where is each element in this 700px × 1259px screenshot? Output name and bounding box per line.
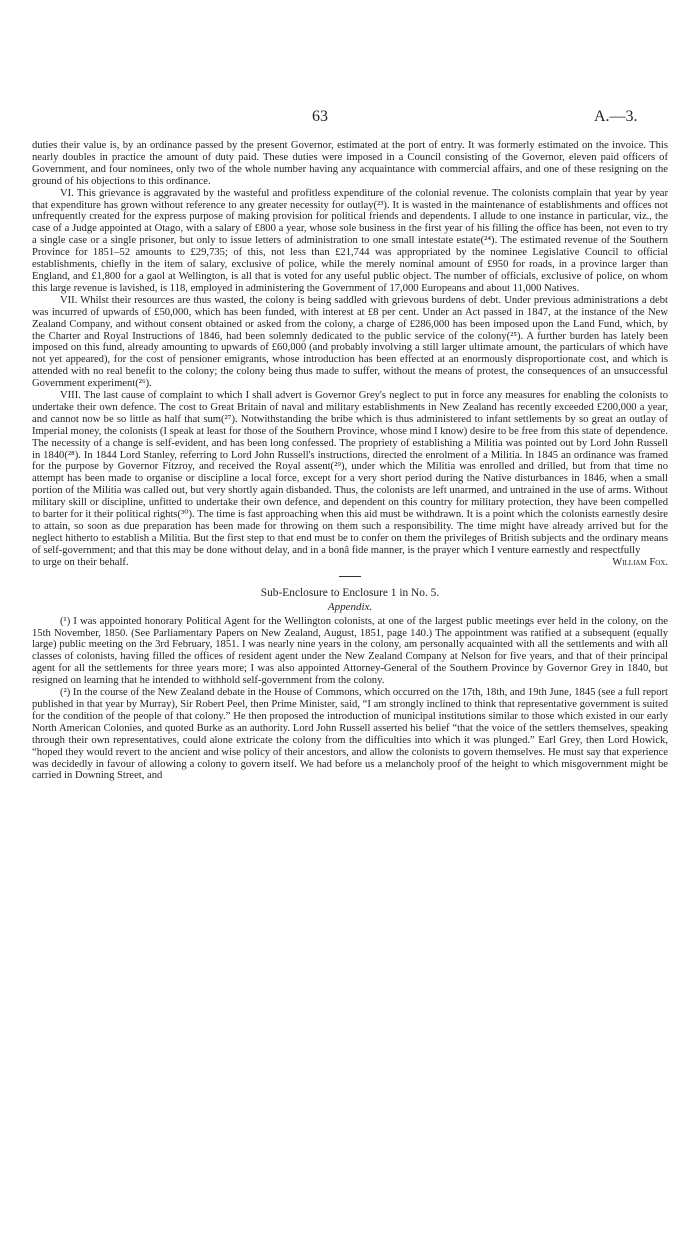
paragraph-duties: duties their value is, by an ordinance passed by the present Governor, estimated at the port of entry. It was formerly estimated on the invoice. This nearly doubles in practice the amount of duty paid. These duties were imposed in a Council consisting of the Governor, eleven paid officers of Government, and four nominees, only two of the whole number having any acquaintance with commercial affairs, and one of these resigning on the ground of his objections to this ordinance. <box>32 140 668 187</box>
page-number: 63 <box>312 108 328 125</box>
paragraph-vi: VI. This grievance is aggravated by the wasteful and profitless expenditure of the colonial revenue. The colonists complain that year by year that expenditure has grown without reference to any greater necessity for outlay(²³). It is wasted in the maintenance of establishments and offices not unfrequently created for the express purpose of making provision for political friends and dependents. I allude to one instance in particular, viz., the case of a Judge appointed at Otago, with a salary of £800 a year, whose sole business in the first year of his filling the office has been, not even to try a single case or a single prisoner, but only to issue letters of administration to one small intestate estate(²⁴). The estimated revenue of the Southern Province for 1851–52 amounts to £29,735; of this, not less than £21,744 was appropriated by the nominee Legislative Council to official establishments, chiefly in the item of salary, exclusive of police, while the merely nominal amount of £950 for roads, in a province larger than England, and £1,800 for a gaol at Wellington, is all that is voted for any useful public object. The number of officials, exclusive of police, on whom this large revenue is lavished, is 118, employed in administering the Government of 17,000 Europeans and about 11,000 Natives. <box>32 187 668 294</box>
paragraph-vii: VII. Whilst their resources are thus wasted, the colony is being saddled with grievous burdens of debt. Under previous administrations a debt was incurred of upwards of £50,000, which has been funded, with interest at £8 per cent. Under an Act passed in 1847, at the instance of the New Zealand Company, and without consent obtained or asked from the colony, a charge of £286,000 has been imposed upon the Land Fund, which, by the Charter and Royal Instructions of 1846, had been solemnly dedicated to the public service of the colony(²⁵). A further burden has lately been imposed on this fund, already amounting to upwards of £60,000 (and probably involving a still larger ultimate amount, the particulars of which have not yet appeared), for the cost of pensioner emigrants, whose introduction has been effected at an enormously disproportionate cost, and which is attended with no real benefit to the colony; the colony being thus made to suffer, without the means of protest, the consequences of an unsuccessful Government experiment(²⁶). <box>32 294 668 390</box>
closing-text: to urge on their behalf. <box>32 556 129 568</box>
closing-line <box>32 557 668 569</box>
page-header <box>0 108 700 138</box>
appendix-note-2: (²) In the course of the New Zealand debate in the House of Commons, which occurred on the 17th, 18th, and 19th June, 1845 (see a full report published in that year by Murray), Sir Robert Peel, then Prime Minister, said, “I am strongly inclined to think that representative government is suited for the condition of the people of that colony.” He then proposed the introduction of municipal institutions similar to those which existed in our early North American Colonies, and quoted Burke as an authority. Lord John Russell asserted his belief “that the voice of the settlers themselves, speaking through their own representatives, could alone extricate the colony from the difficulties into which it was plunged.” Earl Grey, then Lord Howick, “hoped they would revert to the ancient and wise policy of their ancestors, and allow the colonists to govern themselves. He must say that experience was decidedly in favour of allowing a colony to govern itself. We had before us a melancholy proof of the height to which misgovernment might be carried in Downing Street, and <box>32 687 668 782</box>
signature: William Fox. <box>612 556 668 568</box>
appendix-label: Appendix. <box>327 600 373 613</box>
sub-enclosure-title: Sub-Enclosure to Enclosure 1 in No. 5. <box>260 586 440 599</box>
document-body <box>32 140 668 782</box>
paragraph-viii: VIII. The last cause of complaint to which I shall advert is Governor Grey's neglect to put in force any measures for enabling the colonists to undertake their own defence. The cost to Great Britain of naval and military establishments in New Zealand has recently exceeded £200,000 a year, and cannot now be so little as half that sum(²⁷). Notwithstanding the bribe which is thus administered to infant settlements by so great an outlay of Imperial money, the colonists (I speak at least for those of the Southern Province, whose mind I know) desire to be free from this state of dependence. The necessity of a change is self-evident, and has been long confessed. The propriety of establishing a Militia was pointed out by Lord John Russell in 1840(²⁸). In 1844 Lord Stanley, referring to Lord John Russell's instructions, directed the enrolment of a Militia. In 1845 an ordinance was framed for the purpose by Governor Fitzroy, and received the Royal assent(²⁹), under which the Militia was enrolled and drilled, but from that time no attempt has been made to organise or discipline a local force, except for a very short period during the Native disturbances in 1846, when a small portion of the Militia was called out, but very shortly again disbanded. Thus, the colonists are left unarmed, and untrained in the use of arms. Without military skill or discipline, unfitted to undertake their own defence, and dependent on this country for military protection, they have been compelled to barter for it their political rights(³⁰). The time is fast approaching when this aid must be withdrawn. It is a point which the colonists earnestly desire to attain, so soon as due preparation has been made for throwing on them such a responsibility. The time might have already arrived but for the neglect hitherto to establish a Militia. But the first step to that end must be to confer on them the privileges of British subjects and the ordinary means of self-government; and that this may be done without delay, and in a bonâ fide manner, is the prayer which I venture earnestly and respectfully <box>32 390 668 556</box>
section-divider <box>339 576 361 577</box>
document-reference: A.—3. <box>594 108 638 125</box>
appendix-note-1: (¹) I was appointed honorary Political Agent for the Wellington colonists, at one of the largest public meetings ever held in the colony, on the 15th November, 1850. (See Parliamentary Papers on New Zealand, August, 1851, page 140.) The appointment was ratified at a subsequent (equally large) public meeting on the 3rd February, 1851. I was nearly nine years in the colony, am personally acquainted with all the settlements and with all classes of colonists, having filled the offices of resident agent under the New Zealand Company at Nelson for five years, and that of their principal agent for all the settlements for three years more; I was also appointed Attorney-General of the Southern Province by Governor Grey in 1840, but resigned on learning that he intended to withhold self-government from the colony. <box>32 615 668 687</box>
